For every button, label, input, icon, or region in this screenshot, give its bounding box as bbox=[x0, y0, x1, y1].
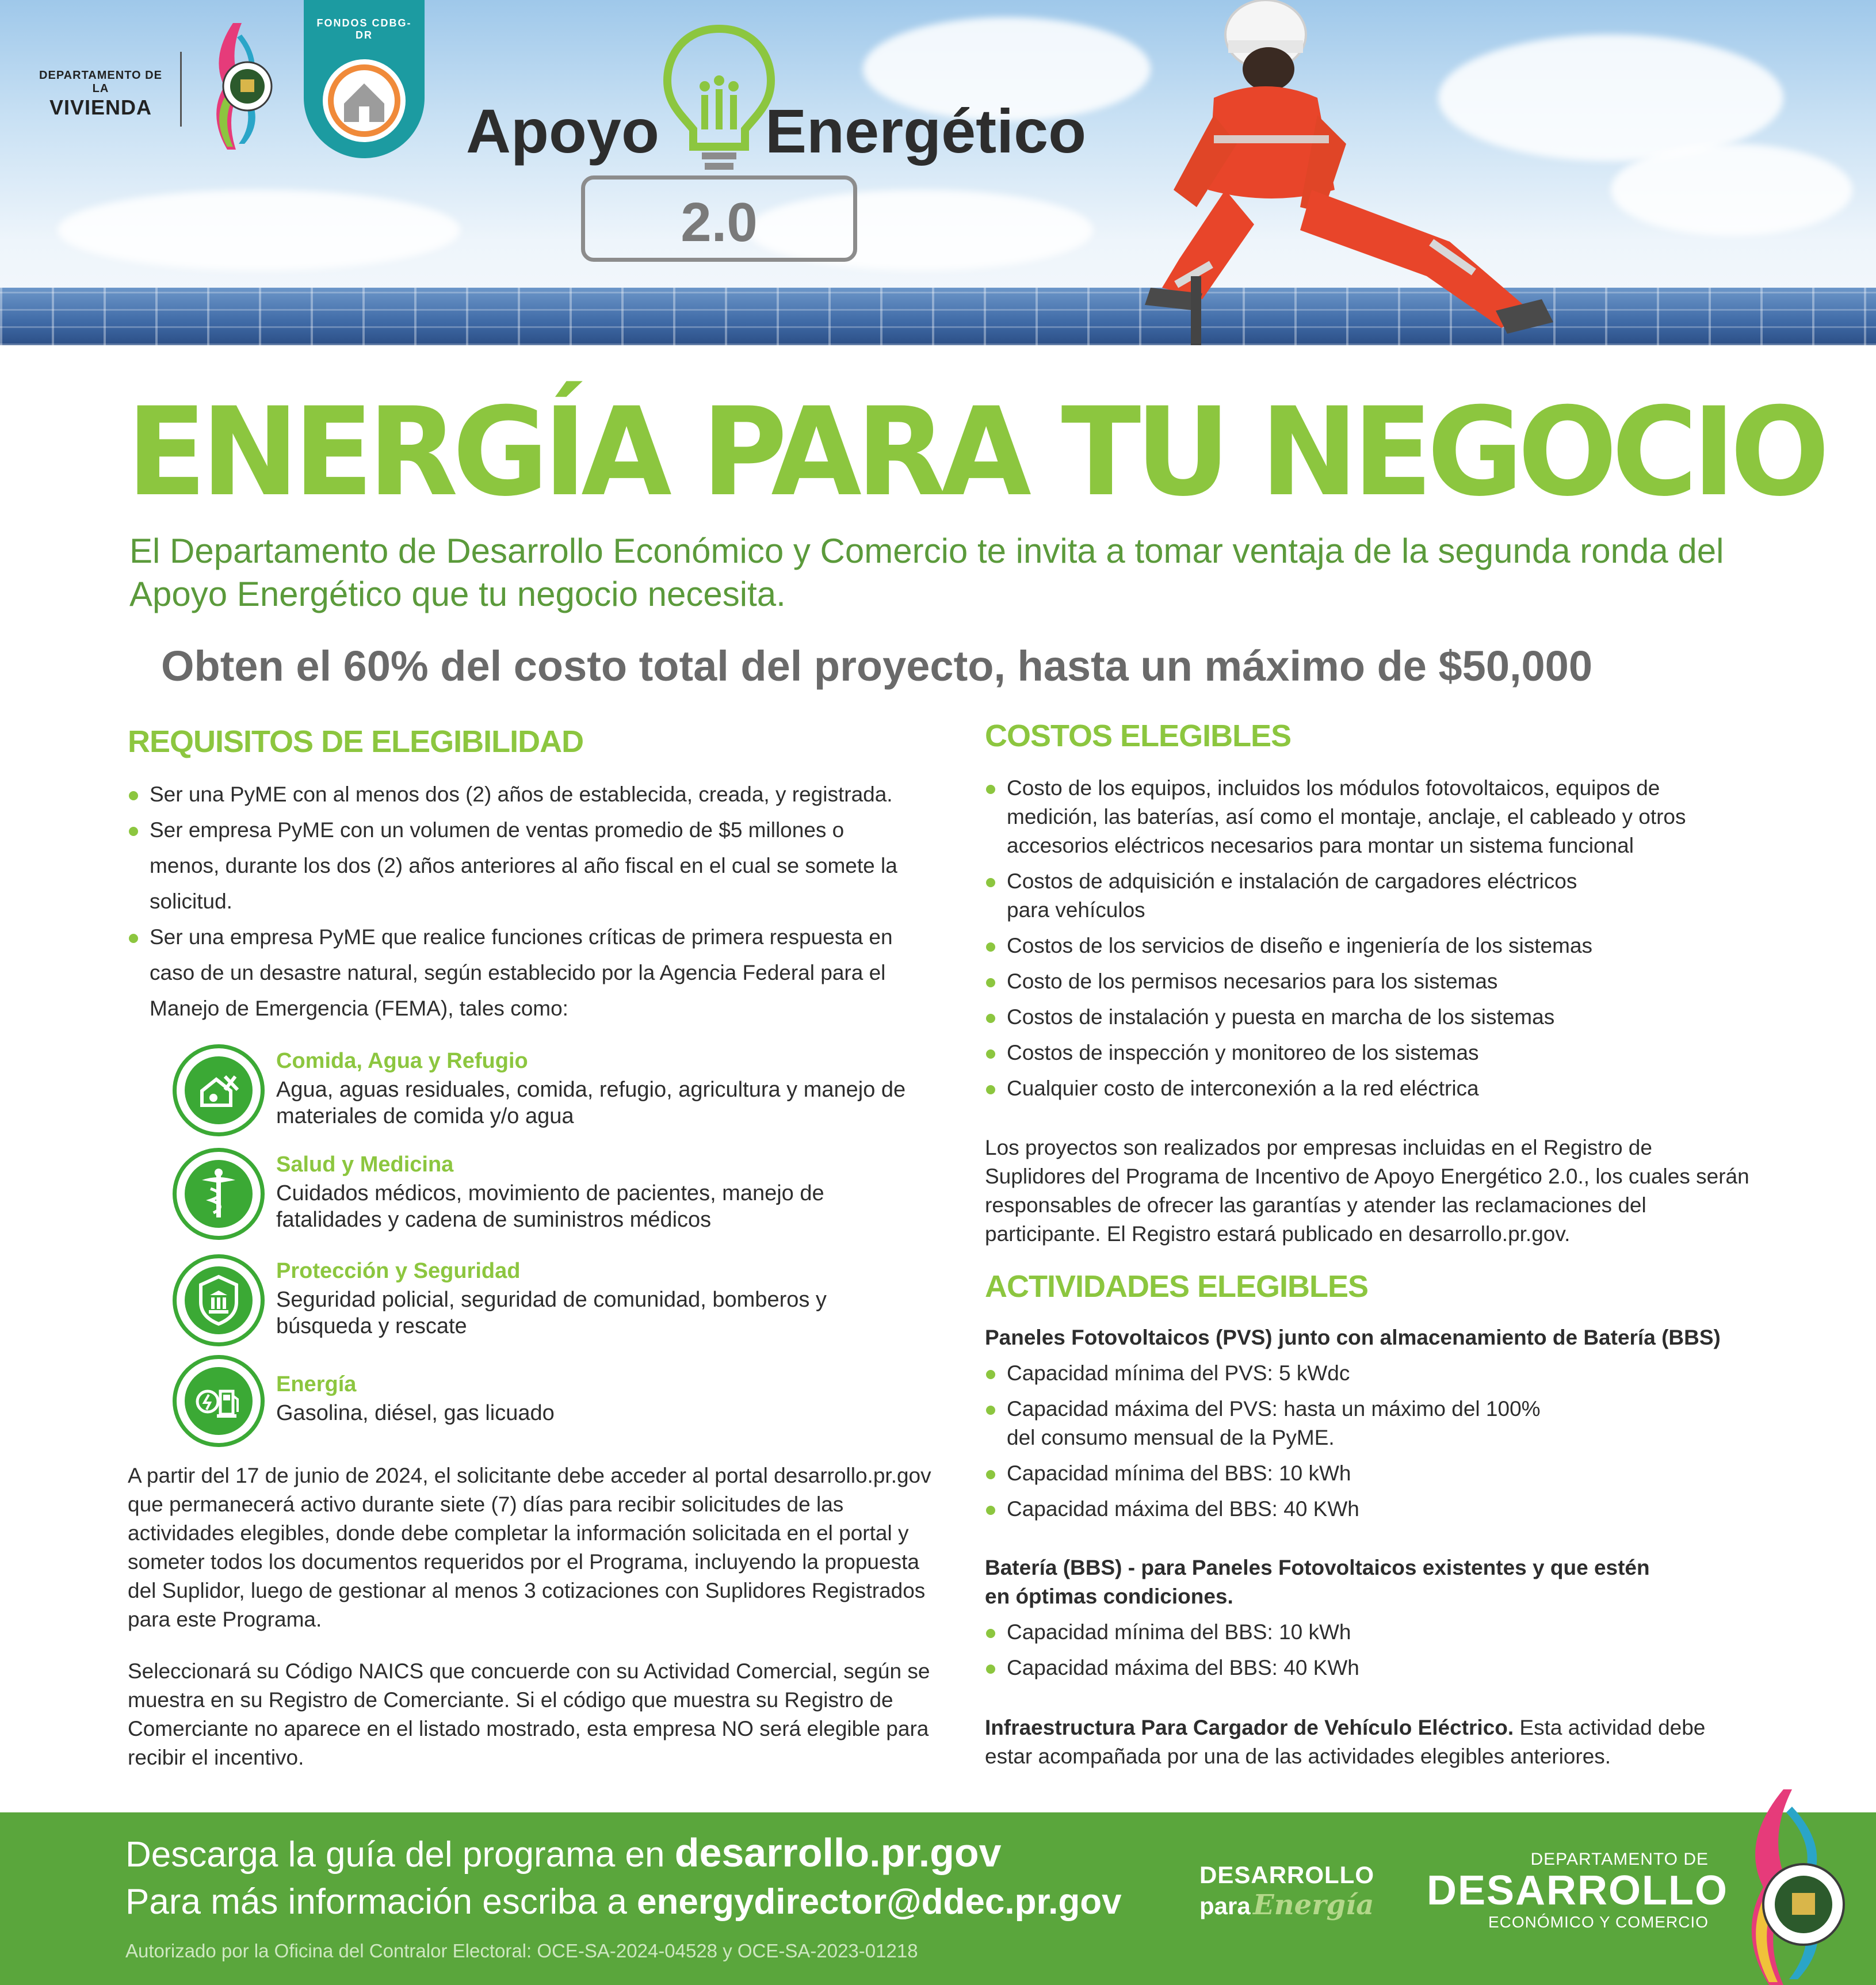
infra-bold: Infraestructura Para Cargador de Vehículo Eléctrico. bbox=[985, 1716, 1514, 1739]
costo-item: Costos de adquisición e instalación de cargadores eléctricos para vehículos bbox=[985, 867, 1750, 925]
header-banner bbox=[0, 0, 1876, 345]
category-health-medicine bbox=[173, 1148, 920, 1246]
footer bbox=[0, 1812, 1876, 1985]
naics-paragraph: Seleccionará su Código NAICS que concuerde con su Actividad Comercial, según se muestra en su Registro de Comerciante. Si el código que muestra su Registro de Comerciante no aparece en el listado mostrado, esta empresa NO será elegible para recibir el incentivo. bbox=[128, 1659, 930, 1769]
cloud bbox=[1611, 144, 1852, 236]
requisito-item: Ser una PyME con al menos dos (2) años de establecida, creada, y registrada. bbox=[128, 777, 933, 812]
footer-contact-prefix: Para más información escriba a bbox=[125, 1882, 637, 1922]
desarrollo-para-energia-logo bbox=[1199, 1861, 1384, 1921]
requisitos-list bbox=[128, 777, 933, 1026]
category-title: Energía bbox=[276, 1372, 357, 1396]
gobierno-pr-seal-icon bbox=[201, 23, 276, 150]
costo-item: Costos de inspección y monitoreo de los sistemas bbox=[985, 1039, 1750, 1067]
lightbulb-icon bbox=[662, 23, 777, 184]
category-title: Protección y Seguridad bbox=[276, 1259, 521, 1283]
cdbg-dr-badge bbox=[304, 0, 425, 158]
category-title: Salud y Medicina bbox=[276, 1152, 454, 1177]
footer-download-line bbox=[125, 1830, 1002, 1876]
dpe-line2-row bbox=[1199, 1889, 1384, 1921]
actividades-title: ACTIVIDADES ELEGIBLES bbox=[985, 1269, 1369, 1304]
requisito-item: Ser empresa PyME con un volumen de ventas promedio de $5 millones o menos, durante los dos (2) años anteriores al año fiscal en el cual se somete la solicitud. bbox=[128, 812, 933, 919]
pvs-item: Capacidad mínima del BBS: 10 kWh bbox=[985, 1459, 1560, 1488]
pvs-item: Capacidad mínima del PVS: 5 kWdc bbox=[985, 1359, 1560, 1388]
pvs-item: Capacidad máxima del BBS: 40 KWh bbox=[985, 1495, 1560, 1524]
category-protection-security bbox=[173, 1254, 920, 1352]
bbs-item: Capacidad mínima del BBS: 10 kWh bbox=[985, 1618, 1560, 1647]
costos-title: COSTOS ELEGIBLES bbox=[985, 719, 1292, 753]
pvs-list bbox=[985, 1359, 1560, 1530]
title-word-apoyo: Apoyo bbox=[466, 96, 659, 166]
offer-text: Obten el 60% del costo total del proyecto, hasta un máximo de $50,000 bbox=[161, 642, 1592, 690]
footer-email-link[interactable]: energydirector@ddec.pr.gov bbox=[637, 1882, 1122, 1922]
category-energy bbox=[173, 1355, 920, 1453]
footer-contact-line bbox=[125, 1881, 1122, 1922]
ddec-logo bbox=[1427, 1850, 1728, 1931]
pvs-heading: Paneles Fotovoltaicos (PVS) junto con almacenamiento de Batería (BBS) bbox=[985, 1326, 1721, 1349]
police-badge-icon bbox=[173, 1254, 265, 1346]
logo-divider bbox=[180, 52, 182, 127]
food-water-shelter-icon bbox=[173, 1044, 265, 1136]
cdbg-badge-text: FONDOS CDBG-DR bbox=[316, 17, 412, 41]
registro-paragraph: Los proyectos son realizados por empresas incluidas en el Registro de Suplidores del Programa de Incentivo de Apoyo Energético 2.0., los cuales serán responsables de ofrecer las garantías y atender las reclamaciones del participante. El Registro estará publicado en desarrollo.pr.gov. bbox=[985, 1136, 1749, 1246]
category-food-water-shelter bbox=[173, 1044, 920, 1142]
bbs-list bbox=[985, 1618, 1560, 1689]
ddec-small: DEPARTAMENTO DE bbox=[1530, 1850, 1709, 1869]
infra-rest: Esta actividad debe estar acompañada por una de las actividades elegibles anteriores. bbox=[985, 1716, 1706, 1768]
costo-item: Costo de los equipos, incluidos los módulos fotovoltaicos, equipos de medición, las baterías, así como el montaje, anclaje, el cableado y otros accesorios eléctricos necesarios para montar un sistema funcional bbox=[985, 774, 1750, 860]
intro-text: El Departamento de Desarrollo Económico y Comercio te invita a tomar ventaja de la segunda ronda del Apoyo Energético que tu negocio necesita. bbox=[129, 532, 1724, 613]
infra-paragraph bbox=[985, 1713, 1733, 1771]
dpe-line1: DESARROLLO bbox=[1199, 1861, 1374, 1888]
vivienda-logo-small: DEPARTAMENTO DE LA bbox=[39, 69, 162, 95]
version-label: 2.0 bbox=[681, 192, 758, 253]
cloud bbox=[58, 190, 460, 270]
footer-website-link[interactable]: desarrollo.pr.gov bbox=[674, 1830, 1002, 1875]
costo-item: Costo de los permisos necesarios para los sistemas bbox=[985, 967, 1750, 996]
caduceus-icon bbox=[173, 1148, 265, 1240]
energy-fuel-icon bbox=[173, 1355, 265, 1447]
footer-download-prefix: Descarga la guía del programa en bbox=[125, 1835, 675, 1875]
vivienda-logo-big: VIVIENDA bbox=[49, 96, 152, 119]
main-heading: ENERGÍA PARA TU NEGOCIO bbox=[127, 381, 1824, 523]
vivienda-logo bbox=[35, 69, 167, 120]
bbs-heading: Batería (BBS) - para Paneles Fotovoltaicos existentes y que estén en óptimas condiciones. bbox=[985, 1556, 1650, 1608]
costo-item: Cualquier costo de interconexión a la red eléctrica bbox=[985, 1074, 1750, 1103]
dpe-line2: para bbox=[1199, 1892, 1251, 1919]
apoyo-energetico-title bbox=[466, 95, 1133, 164]
requisito-item: Ser una empresa PyME que realice funciones críticas de primera respuesta en caso de un desastre natural, según establecido por la Agencia Federal para el Manejo de Emergencia (FEMA), tales como: bbox=[128, 919, 933, 1026]
ddec-big: DESARROLLO bbox=[1427, 1868, 1728, 1914]
costos-list bbox=[985, 774, 1750, 1110]
requisitos-title: REQUISITOS DE ELEGIBILIDAD bbox=[128, 724, 584, 759]
house-icon bbox=[304, 0, 425, 158]
category-desc: Gasolina, diésel, gas licuado bbox=[276, 1401, 555, 1425]
category-title: Comida, Agua y Refugio bbox=[276, 1049, 528, 1073]
bbs-item: Capacidad máxima del BBS: 40 KWh bbox=[985, 1654, 1560, 1682]
category-desc: Cuidados médicos, movimiento de pacientes, manejo de fatalidades y cadena de suministros médicos bbox=[276, 1181, 824, 1232]
category-desc: Seguridad policial, seguridad de comunidad, bomberos y búsqueda y rescate bbox=[276, 1288, 827, 1338]
gobierno-pr-seal-footer-icon bbox=[1729, 1789, 1850, 1985]
portal-paragraph: A partir del 17 de junio de 2024, el solicitante debe acceder al portal desarrollo.pr.gov que permanecerá activo durante siete (7) días para recibir solicitudes de las actividades elegibles, donde debe completar la información solicitada en el portal y someter todos los documentos requeridos por el Programa, incluyendo la propuesta del Suplidor, luego de gestionar al menos 3 cotizaciones con Suplidores Registrados para este Programa. bbox=[128, 1464, 931, 1631]
solar-worker-image bbox=[1128, 0, 1599, 345]
version-box bbox=[581, 175, 857, 262]
dpe-line3: Energía bbox=[1253, 1889, 1374, 1921]
costo-item: Costos de los servicios de diseño e ingeniería de los sistemas bbox=[985, 932, 1750, 960]
title-word-energetico: Energético bbox=[765, 96, 1087, 166]
footer-authorization: Autorizado por la Oficina del Contralor Electoral: OCE-SA-2024-04528 y OCE-SA-2023-01218 bbox=[125, 1940, 918, 1961]
category-desc: Agua, aguas residuales, comida, refugio, agricultura y manejo de materiales de comida y/o agua bbox=[276, 1078, 906, 1128]
pvs-item: Capacidad máxima del PVS: hasta un máximo del 100% del consumo mensual de la PyME. bbox=[985, 1395, 1560, 1452]
ddec-sub: ECONÓMICO Y COMERCIO bbox=[1488, 1913, 1709, 1931]
costo-item: Costos de instalación y puesta en marcha de los sistemas bbox=[985, 1003, 1750, 1032]
